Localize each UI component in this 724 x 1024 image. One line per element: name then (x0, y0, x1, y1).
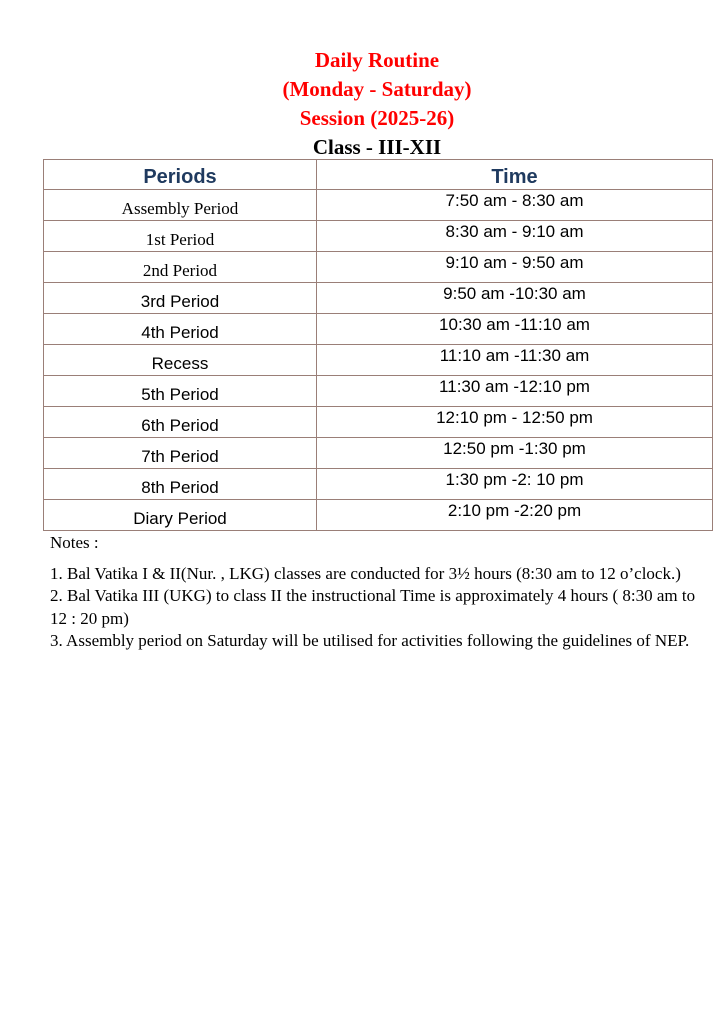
table-row (44, 314, 713, 345)
note-item: 1. Bal Vatika I & II(Nur. , LKG) classes are conducted for 3½ hours (8:30 am to 12 o’clock.) (50, 563, 681, 583)
session-label: Session (2025-26) (299, 106, 455, 130)
table-row (44, 500, 713, 531)
time-cell: 11:10 am -11:30 am (317, 345, 713, 376)
document-header (0, 46, 724, 161)
period-cell: 7th Period (44, 438, 317, 469)
notes-title: Notes : (50, 533, 99, 552)
routine-days: (Monday - Saturday) (282, 77, 472, 101)
table-row (44, 221, 713, 252)
period-cell: 1st Period (44, 221, 317, 252)
period-cell: 2nd Period (44, 252, 317, 283)
period-cell: 5th Period (44, 376, 317, 407)
time-cell: 10:30 am -11:10 am (317, 314, 713, 345)
table-row (44, 345, 713, 376)
time-cell: 7:50 am - 8:30 am (317, 190, 713, 221)
time-cell: 8:30 am - 9:10 am (317, 221, 713, 252)
time-cell: 9:10 am - 9:50 am (317, 252, 713, 283)
table-row (44, 283, 713, 314)
column-header-periods: Periods (44, 160, 317, 190)
table-row (44, 469, 713, 500)
column-header-time: Time (317, 160, 713, 190)
time-cell: 9:50 am -10:30 am (317, 283, 713, 314)
table-row (44, 190, 713, 221)
table-row (44, 252, 713, 283)
table-header-row (44, 160, 713, 190)
table-row (44, 376, 713, 407)
routine-title: Daily Routine (314, 48, 440, 72)
note-item: 3. Assembly period on Saturday will be utilised for activities following the guidelines of NEP. (50, 631, 690, 650)
notes-section (50, 532, 710, 653)
period-cell: Diary Period (44, 500, 317, 531)
time-cell: 11:30 am -12:10 pm (317, 376, 713, 407)
time-cell: 12:10 pm - 12:50 pm (317, 407, 713, 438)
table-row (44, 438, 713, 469)
note-item: 2. Bal Vatika III (UKG) to class II the instructional Time is approximately 4 hours ( 8:30 am to 12 : 20 pm) (50, 586, 696, 628)
time-cell: 2:10 pm -2:20 pm (317, 500, 713, 531)
period-cell: 6th Period (44, 407, 317, 438)
period-cell: 3rd Period (44, 283, 317, 314)
table-row (44, 407, 713, 438)
period-cell: 4th Period (44, 314, 317, 345)
period-cell: 8th Period (44, 469, 317, 500)
time-cell: 1:30 pm -2: 10 pm (317, 469, 713, 500)
period-cell: Recess (44, 345, 317, 376)
time-cell: 12:50 pm -1:30 pm (317, 438, 713, 469)
class-label: Class - III-XII (312, 135, 442, 159)
routine-table (43, 159, 713, 531)
period-cell: Assembly Period (44, 190, 317, 221)
